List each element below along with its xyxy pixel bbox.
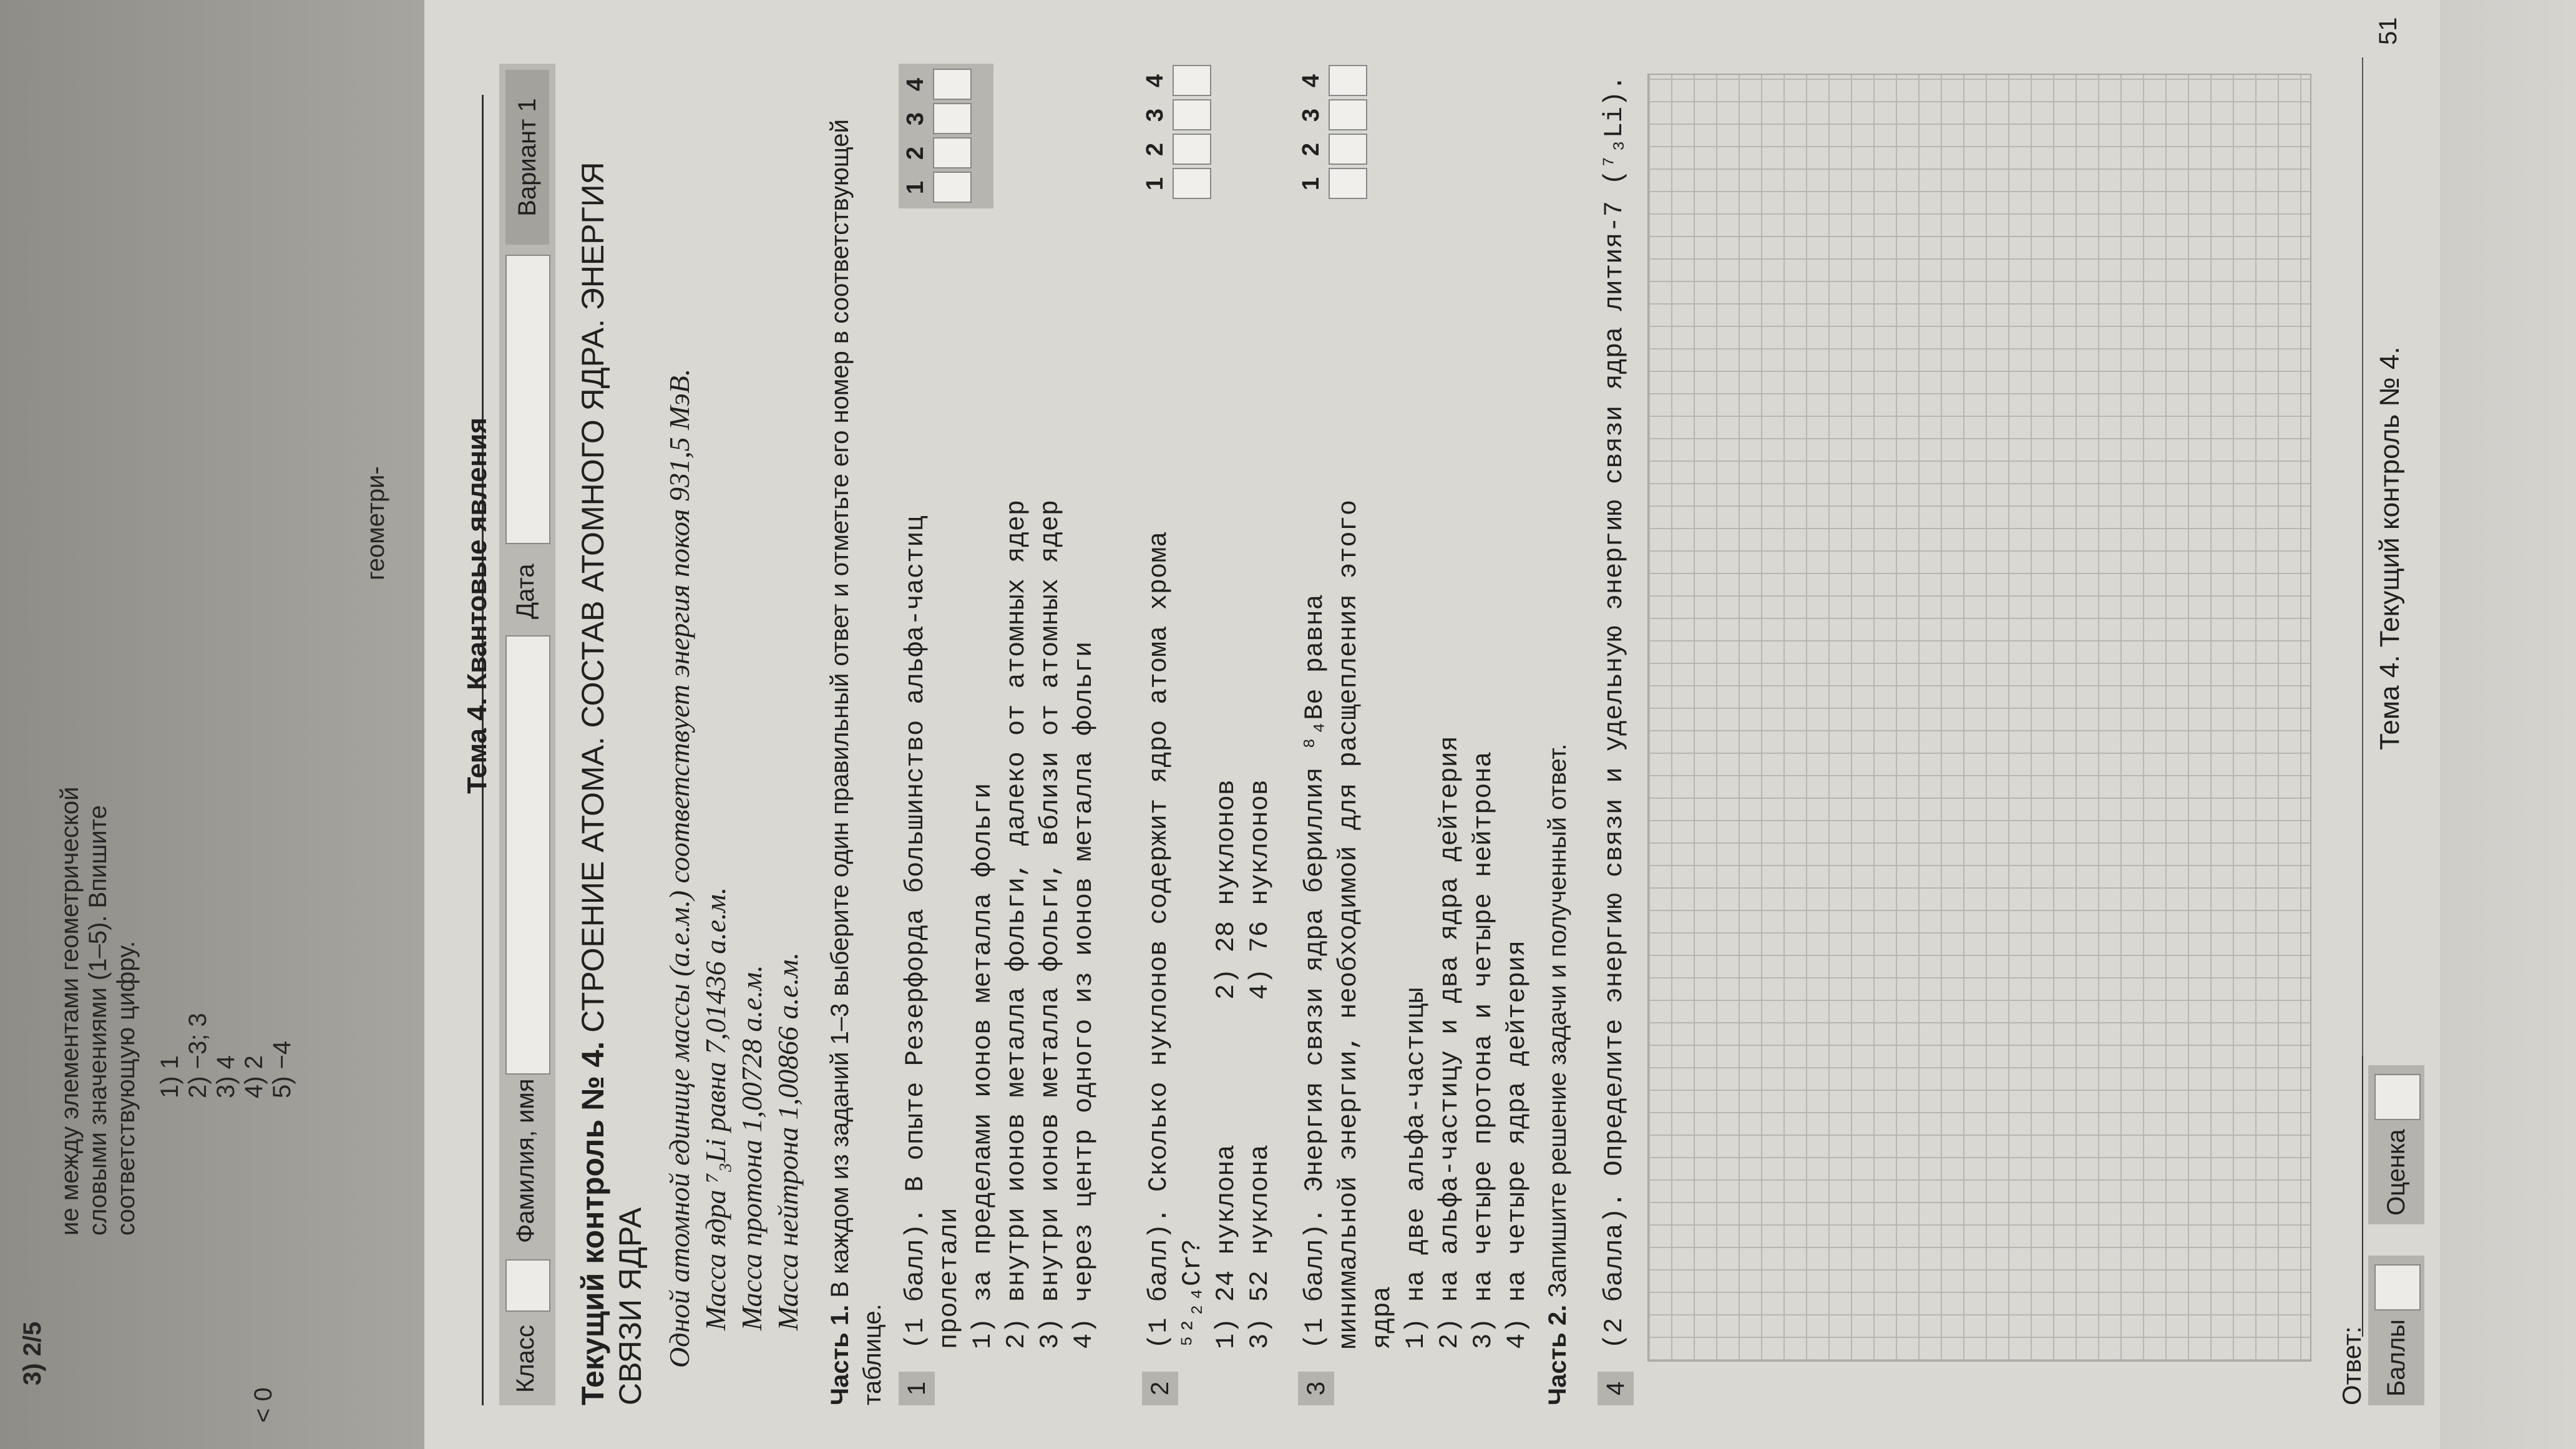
answer-option: 3) внутри ионов металла фольги, вблизи от атомных ядер <box>1035 499 1065 1349</box>
answer-digit: 1 <box>1142 177 1168 191</box>
answer-digit: 4 <box>902 77 929 92</box>
answer-table <box>1298 64 1385 201</box>
answer-cell[interactable] <box>1329 168 1367 200</box>
name-field[interactable] <box>505 635 550 1075</box>
answer-option: 4) на четыре ядра дейтерия <box>1502 940 1532 1349</box>
answer-cell[interactable] <box>933 104 972 135</box>
left-page-option: 4) 2 <box>240 1055 268 1098</box>
question-text: (1 балл). Энергия связи ядра бериллия ⁸₄Be равна минимальной энергии, необходимой для расщепления этого ядра <box>1300 499 1397 1349</box>
answer-option <box>1243 476 1277 1349</box>
left-page-line: словыми значениями (1–5). Впишите <box>84 805 112 1236</box>
answer-digit: 1 <box>1298 177 1324 191</box>
footer-rule <box>2362 57 2363 1056</box>
answer-option-3: 3) 52 нуклона <box>1245 1144 1275 1349</box>
name-label: Фамилия, имя <box>512 1078 539 1243</box>
left-page-text <box>12 50 399 1423</box>
answer-label: Ответ: <box>2337 1326 2366 1405</box>
answer-digit: 2 <box>902 146 929 160</box>
question-1 <box>899 64 1111 1405</box>
answer-cell[interactable] <box>933 69 972 100</box>
class-field[interactable] <box>505 1259 550 1312</box>
answer-option-2: 2) 28 нуклонов <box>1211 779 1241 1000</box>
question-text: (1 балл). Сколько нуклонов содержит ядро атома хрома ⁵²₂₄Cr? <box>1144 531 1208 1349</box>
left-page-option: 2) −3; 3 <box>184 1013 212 1098</box>
question-text: (2 балла). Определите энергию связи и удельную энергию связи ядра лития-7 (⁷₃Li). <box>1599 75 1629 1349</box>
score-field[interactable] <box>2374 1264 2421 1310</box>
question-number: 2 <box>1142 1372 1178 1405</box>
intro-block <box>661 57 806 1368</box>
page-number: 51 <box>2374 17 2402 45</box>
part2-instructions <box>1541 64 1574 1405</box>
intro-line: Масса ядра ⁷₃Li равна 7,01436 а.е.м. <box>700 887 731 1330</box>
answer-digit: 4 <box>1298 74 1324 88</box>
answer-table <box>1142 64 1229 201</box>
answer-option: 2) на альфа-частицу и два ядра дейтерия <box>1435 736 1465 1349</box>
answer-cell[interactable] <box>1329 134 1367 165</box>
class-label: Класс <box>512 1325 539 1393</box>
test-title-text: СТРОЕНИЕ АТОМА. СОСТАВ АТОМНОГО ЯДРА. ЭНЕРГИЯ СВЯЗИ ЯДРА <box>575 162 648 1405</box>
date-field[interactable] <box>505 255 550 544</box>
question-number: 4 <box>1598 1372 1634 1405</box>
left-page-line: ие между элементами геометрической <box>56 786 84 1236</box>
answer-cell[interactable] <box>1173 168 1211 200</box>
left-page <box>0 0 437 1449</box>
left-page-lt-zero: < 0 <box>250 1387 277 1423</box>
answer-cell[interactable] <box>1173 66 1211 97</box>
answer-option: 4) через центр одного из ионов металла фольги <box>1069 641 1099 1349</box>
intro-line: Масса нейтрона 1,00866 а.е.м. <box>772 952 804 1330</box>
intro-line: Масса протона 1,00728 а.е.м. <box>736 965 768 1330</box>
variant-label: Вариант 1 <box>505 70 549 245</box>
question-body <box>899 476 1101 1349</box>
question-body <box>1142 476 1277 1349</box>
part2-text: Запишите решение задачи и полученный ответ. <box>1544 743 1571 1298</box>
answer-digit: 3 <box>1142 108 1168 122</box>
test-title <box>574 64 649 1405</box>
solution-grid[interactable] <box>1647 74 2311 1362</box>
left-page-option: 5) −4 <box>268 1040 296 1098</box>
question-3 <box>1298 64 1532 1405</box>
answer-cell[interactable] <box>1329 100 1367 131</box>
answer-digit: 1 <box>902 180 929 195</box>
answer-option: 1) на две альфа-частицы <box>1401 987 1431 1349</box>
answer-option-1: 1) 24 нуклона <box>1211 1144 1241 1349</box>
answer-digit: 2 <box>1298 142 1324 157</box>
page-footer <box>2368 17 2431 1405</box>
student-fields <box>499 64 555 1405</box>
grade-box <box>2368 1065 2424 1224</box>
question-number: 3 <box>1298 1372 1334 1405</box>
question-2 <box>1142 64 1275 1405</box>
part1-instructions <box>824 64 889 1405</box>
question-body <box>1298 476 1534 1349</box>
left-page-fragment: геометри- <box>362 466 389 580</box>
left-page-fraction: 3) 2/5 <box>19 1321 46 1385</box>
question-number: 1 <box>899 1372 935 1405</box>
answer-digit: 4 <box>1142 74 1168 88</box>
header-title: Тема 4. Квантовые явления <box>462 417 492 794</box>
answer-digit: 3 <box>1298 108 1324 122</box>
grade-label: Оценка <box>2383 1129 2410 1216</box>
score-label: Баллы <box>2383 1319 2410 1397</box>
date-label: Дата <box>512 564 539 619</box>
intro-line: Одной атомной единице массы (а.е.м.) соответствует энергия покоя 931,5 МэВ. <box>663 368 695 1368</box>
answer-cell[interactable] <box>1173 134 1211 165</box>
grade-field[interactable] <box>2374 1074 2421 1120</box>
question-4 <box>1598 64 1647 1405</box>
left-page-line: соответствующую цифру. <box>112 940 140 1236</box>
part2-heading: Часть 2. <box>1544 1304 1571 1405</box>
answer-table <box>899 64 993 208</box>
left-page-option: 3) 4 <box>212 1055 240 1098</box>
part1-text: В каждом из заданий 1–3 выберите один правильный ответ и отметьте его номер в соответствующей таблице. <box>826 119 886 1405</box>
left-page-option: 1) 1 <box>156 1055 183 1098</box>
question-text: (1 балл). В опыте Резерфорда большинство альфа-частиц пролетали <box>900 515 964 1349</box>
part1-heading: Часть 1. <box>826 1304 854 1405</box>
answer-option: 2) внутри ионов металла фольги, далеко от атомных ядер <box>1002 499 1032 1349</box>
answer-cell[interactable] <box>1329 66 1367 97</box>
score-box <box>2368 1256 2424 1405</box>
answer-option-4: 4) 76 нуклонов <box>1245 779 1275 1000</box>
answer-option <box>1209 476 1243 1349</box>
answer-option: 3) на четыре протона и четыре нейтрона <box>1468 751 1498 1349</box>
answer-cell[interactable] <box>1173 100 1211 131</box>
answer-cell[interactable] <box>933 138 972 169</box>
worksheet-page <box>424 0 2440 1449</box>
footer-title: Тема 4. Текущий контроль № 4. <box>2374 346 2405 750</box>
answer-digit: 3 <box>902 112 929 126</box>
answer-option: 1) за пределами ионов металла фольги <box>968 783 998 1349</box>
answer-digit: 2 <box>1142 142 1168 157</box>
answer-cell[interactable] <box>933 172 972 203</box>
test-title-number: Текущий контроль № 4. <box>575 1041 610 1405</box>
